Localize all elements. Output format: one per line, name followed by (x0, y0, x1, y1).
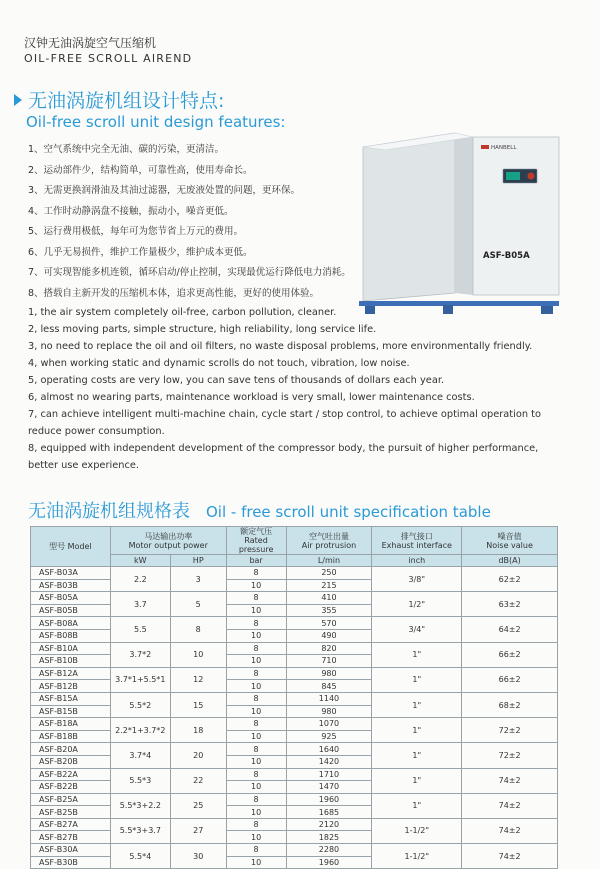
hp-cell: 15 (170, 692, 226, 717)
model-cell: ASF-B12A (31, 667, 111, 680)
kw-cell: 3.7*4 (110, 743, 170, 768)
flow-cell: 1710 (286, 768, 372, 781)
control-display (506, 172, 520, 180)
table-row (31, 768, 558, 781)
model-cell: ASF-B18B (31, 730, 111, 743)
exhaust-cell: 3/4" (372, 617, 462, 642)
pressure-cell: 8 (226, 844, 286, 857)
model-cell: ASF-B18A (31, 718, 111, 731)
kw-cell: 5.5*3 (110, 768, 170, 793)
exhaust-cell: 1" (372, 743, 462, 768)
pressure-cell: 10 (226, 705, 286, 718)
spec-title-en: Oil - free scroll unit specification table (206, 503, 491, 521)
flow-cell: 215 (286, 579, 372, 592)
feature-en-item: 8, equipped with independent development of the compressor body, the pursuit of higher performance, better use experience. (28, 443, 539, 471)
hp-cell: 25 (170, 793, 226, 818)
model-cell: ASF-B22B (31, 781, 111, 794)
feature-cn-item: 1、空气系统中完全无油、碳的污染，更清洁。 (28, 144, 225, 155)
noise-cell: 74±2 (462, 768, 558, 793)
exhaust-cell: 1" (372, 642, 462, 667)
pressure-cell: 10 (226, 680, 286, 693)
unit-side-panel (363, 133, 455, 301)
table-row (31, 692, 558, 705)
flow-cell: 1070 (286, 718, 372, 731)
pressure-cell: 8 (226, 667, 286, 680)
flow-cell: 845 (286, 680, 372, 693)
exhaust-cell: 1-1/2" (372, 844, 462, 869)
features-title-cn: 无油涡旋机组设计特点: (28, 90, 225, 112)
feature-en-item: 3, no need to replace the oil and oil filters, no waste disposal problems, more environmentally friendly. (28, 341, 533, 352)
pressure-cell: 8 (226, 743, 286, 756)
spec-title-cn: 无油涡旋机组规格表 (28, 501, 190, 522)
table-row (31, 642, 558, 655)
table-row (31, 667, 558, 680)
noise-cell: 63±2 (462, 592, 558, 617)
feature-cn-item: 5、运行费用极低，每年可为您节省上万元的费用。 (28, 226, 244, 237)
flow-cell: 570 (286, 617, 372, 630)
model-cell: ASF-B03B (31, 579, 111, 592)
noise-cell: 74±2 (462, 844, 558, 869)
kw-cell: 5.5*2 (110, 692, 170, 717)
pressure-cell: 10 (226, 856, 286, 869)
exhaust-cell: 1" (372, 667, 462, 692)
feature-cn-item: 6、几乎无易损件，维护工作量极少，维护成本更低。 (28, 246, 253, 258)
pressure-cell: 8 (226, 793, 286, 806)
pressure-cell: 10 (226, 730, 286, 743)
feature-cn-item: 8、搭载自主新开发的压缩机本体，追求更高性能，更好的使用体验。 (28, 287, 320, 299)
features-en-list (28, 304, 563, 474)
feature-en-item: 1, the air system completely oil-free, carbon pollution, cleaner. (28, 307, 337, 318)
kw-cell: 5.5 (110, 617, 170, 642)
flow-cell: 2280 (286, 844, 372, 857)
noise-cell: 66±2 (462, 642, 558, 667)
spec-table-body (31, 567, 558, 869)
feature-cn-item: 2、运动部件少，结构简单，可靠性高，使用寿命长。 (28, 164, 253, 176)
model-cell: ASF-B12B (31, 680, 111, 693)
model-cell: ASF-B08B (31, 629, 111, 642)
kw-cell: 3.7 (110, 592, 170, 617)
model-cell: ASF-B10A (31, 642, 111, 655)
unit-bar: bar (226, 555, 286, 567)
feature-cn-item: 3、无需更换润滑油及其油过滤器，无废液处置的问题，更环保。 (28, 185, 301, 196)
exhaust-cell: 1" (372, 692, 462, 717)
noise-cell: 64±2 (462, 617, 558, 642)
hp-cell: 10 (170, 642, 226, 667)
header-noise: 噪音值 Noise value (462, 527, 558, 555)
pressure-cell: 10 (226, 831, 286, 844)
triangle-bullet-icon (14, 94, 22, 106)
flow-cell: 250 (286, 567, 372, 580)
exhaust-cell: 1" (372, 793, 462, 818)
kw-cell: 5.5*3+2.2 (110, 793, 170, 818)
table-row (31, 718, 558, 731)
pressure-cell: 8 (226, 692, 286, 705)
model-cell: ASF-B27B (31, 831, 111, 844)
pressure-cell: 8 (226, 818, 286, 831)
brand-label: HANBELL (491, 145, 517, 151)
flow-cell: 410 (286, 592, 372, 605)
header-model: 型号 Model (31, 527, 111, 567)
header-en-title: OIL-FREE SCROLL AIREND (24, 52, 193, 65)
unit-front-panel (473, 137, 559, 295)
unit-edge (455, 133, 473, 295)
features-title-en: Oil-free scroll unit design features: (26, 113, 286, 131)
features-cn-list (28, 140, 351, 304)
header-cn-title: 汉钟无油涡旋空气压缩机 (24, 36, 157, 50)
feature-cn-item: 4、工作时动静涡盘不接触，振动小，噪音更低。 (28, 205, 234, 217)
header-air: 空气吐出量 Air protrusion (286, 527, 372, 555)
pressure-cell: 10 (226, 755, 286, 768)
table-row (31, 844, 558, 857)
flow-cell: 355 (286, 604, 372, 617)
hp-cell: 3 (170, 567, 226, 592)
header-pressure: 额定气压 Rated pressure (226, 527, 286, 555)
brand-logo-icon (481, 145, 489, 149)
model-cell: ASF-B05B (31, 604, 111, 617)
spec-table (30, 526, 558, 869)
model-cell: ASF-B25A (31, 793, 111, 806)
flow-cell: 925 (286, 730, 372, 743)
hp-cell: 8 (170, 617, 226, 642)
model-plate-label: ASF-B05A (483, 251, 530, 261)
flow-cell: 820 (286, 642, 372, 655)
kw-cell: 5.5*4 (110, 844, 170, 869)
flow-cell: 1960 (286, 856, 372, 869)
pressure-cell: 10 (226, 806, 286, 819)
feature-en-item: 5, operating costs are very low, you can save tens of thousands of dollars each year. (28, 375, 445, 386)
flow-cell: 1960 (286, 793, 372, 806)
model-cell: ASF-B08A (31, 617, 111, 630)
flow-cell: 1640 (286, 743, 372, 756)
unit-kw: kW (110, 555, 170, 567)
flow-cell: 1470 (286, 781, 372, 794)
noise-cell: 72±2 (462, 718, 558, 743)
pressure-cell: 10 (226, 579, 286, 592)
emergency-stop-icon (528, 173, 535, 180)
model-cell: ASF-B20B (31, 755, 111, 768)
flow-cell: 490 (286, 629, 372, 642)
hp-cell: 5 (170, 592, 226, 617)
pressure-cell: 8 (226, 768, 286, 781)
feature-cn-item: 7、可实现智能多机连锁，循环启动/停止控制，实现最优运行降低电力消耗。 (28, 267, 351, 278)
noise-cell: 72±2 (462, 743, 558, 768)
exhaust-cell: 1/2" (372, 592, 462, 617)
hp-cell: 27 (170, 818, 226, 843)
exhaust-cell: 1" (372, 768, 462, 793)
noise-cell: 62±2 (462, 567, 558, 592)
pressure-cell: 10 (226, 629, 286, 642)
exhaust-cell: 1-1/2" (372, 818, 462, 843)
model-cell: ASF-B27A (31, 818, 111, 831)
hp-cell: 18 (170, 718, 226, 743)
model-cell: ASF-B30A (31, 844, 111, 857)
unit-inch: inch (372, 555, 462, 567)
feature-en-item: 2, less moving parts, simple structure, high reliability, long service life. (28, 324, 377, 335)
table-row (31, 567, 558, 580)
header-power: 马达输出功率 Motor output power (110, 527, 226, 555)
flow-cell: 2120 (286, 818, 372, 831)
flow-cell: 710 (286, 655, 372, 668)
model-cell: ASF-B30B (31, 856, 111, 869)
feature-en-item: 4, when working static and dynamic scrolls do not touch, vibration, low noise. (28, 358, 410, 369)
pressure-cell: 8 (226, 617, 286, 630)
spec-heading (28, 497, 491, 523)
hp-cell: 30 (170, 844, 226, 869)
table-row (31, 818, 558, 831)
feature-en-item: 7, can achieve intelligent multi-machine chain, cycle start / stop control, to achieve optimal operation to reduce power consumption. (28, 409, 542, 437)
features-heading (14, 86, 224, 113)
table-row (31, 743, 558, 756)
pressure-cell: 10 (226, 781, 286, 794)
kw-cell: 3.7*2 (110, 642, 170, 667)
exhaust-cell: 3/8" (372, 567, 462, 592)
noise-cell: 68±2 (462, 692, 558, 717)
kw-cell: 2.2*1+3.7*2 (110, 718, 170, 743)
flow-cell: 1140 (286, 692, 372, 705)
feature-en-item: 6, almost no wearing parts, maintenance workload is very small, lower maintenance costs. (28, 392, 475, 403)
model-cell: ASF-B05A (31, 592, 111, 605)
model-cell: ASF-B10B (31, 655, 111, 668)
pressure-cell: 10 (226, 604, 286, 617)
model-cell: ASF-B22A (31, 768, 111, 781)
kw-cell: 3.7*1+5.5*1 (110, 667, 170, 692)
pressure-cell: 8 (226, 567, 286, 580)
flow-cell: 1685 (286, 806, 372, 819)
model-cell: ASF-B20A (31, 743, 111, 756)
unit-flow: L/min (286, 555, 372, 567)
model-cell: ASF-B25B (31, 806, 111, 819)
unit-db: dB(A) (462, 555, 558, 567)
hp-cell: 12 (170, 667, 226, 692)
hp-cell: 20 (170, 743, 226, 768)
model-cell: ASF-B15B (31, 705, 111, 718)
flow-cell: 980 (286, 667, 372, 680)
kw-cell: 5.5*3+3.7 (110, 818, 170, 843)
noise-cell: 74±2 (462, 818, 558, 843)
hp-cell: 22 (170, 768, 226, 793)
table-row (31, 793, 558, 806)
table-row (31, 617, 558, 630)
flow-cell: 980 (286, 705, 372, 718)
noise-cell: 74±2 (462, 793, 558, 818)
model-cell: ASF-B03A (31, 567, 111, 580)
kw-cell: 2.2 (110, 567, 170, 592)
model-cell: ASF-B15A (31, 692, 111, 705)
pressure-cell: 10 (226, 655, 286, 668)
exhaust-cell: 1" (372, 718, 462, 743)
table-row (31, 592, 558, 605)
compressor-unit-image (355, 125, 565, 315)
pressure-cell: 8 (226, 642, 286, 655)
noise-cell: 66±2 (462, 667, 558, 692)
flow-cell: 1420 (286, 755, 372, 768)
flow-cell: 1825 (286, 831, 372, 844)
unit-hp: HP (170, 555, 226, 567)
pressure-cell: 8 (226, 718, 286, 731)
header-exhaust: 排气接口 Exhaust interface (372, 527, 462, 555)
pressure-cell: 8 (226, 592, 286, 605)
